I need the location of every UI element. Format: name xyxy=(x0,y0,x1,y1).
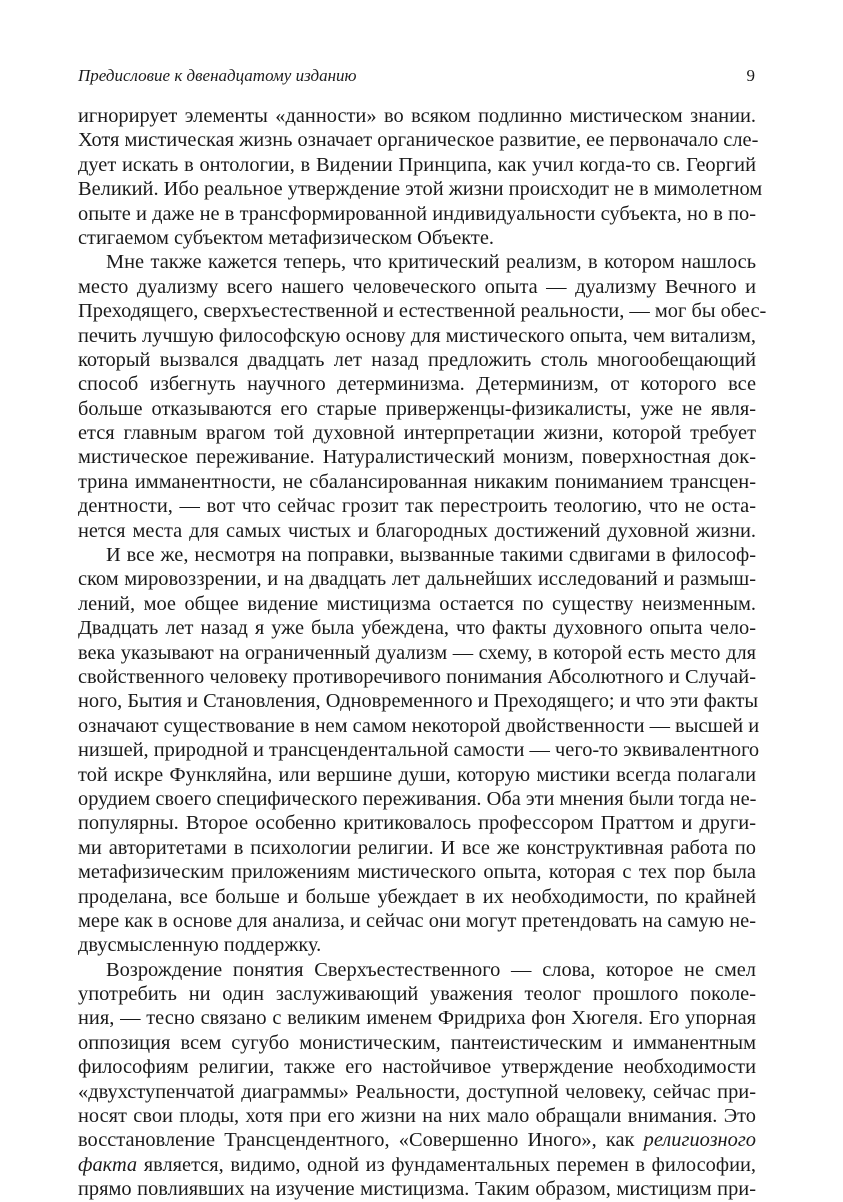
text-line: свойственного человеку противоречивого понимания Абсолютного и Случай- xyxy=(78,665,756,688)
text-line: больше отказываются его старые приверженцы-физикалисты, уже не явля- xyxy=(78,397,756,420)
text-line: ется главным врагом той духовной интерпретации жизни, которой требует xyxy=(78,422,756,445)
text-line: который вызвался двадцать лет назад предложить столь многообещающий xyxy=(78,348,756,371)
text-line: дует искать в онтологии, в Видении Принципа, как учил когда-то св. Георгий xyxy=(78,153,756,176)
text-line: дентности, — вот что сейчас грозит так перестроить теологию, что не оста- xyxy=(78,495,756,518)
text-line: орудием своего специфического переживания. Оба эти мнения были тогда не- xyxy=(78,787,757,810)
paragraph-3 xyxy=(78,543,760,958)
text-line: проделана, все больше и больше убеждает в их необходимости, по крайней xyxy=(78,885,756,908)
text-line: ния, — тесно связано с великим именем Фридриха фон Хюгеля. Его упорная xyxy=(78,1007,756,1030)
text-line: означают существование в нем самом некоторой двойственности — высшей и xyxy=(78,714,760,737)
text-line: той искре Функляйна, или вершине души, которую мистики всегда полагали xyxy=(78,763,756,786)
text-line xyxy=(78,1153,756,1177)
text-run: является, видимо, одной из фундаментальных перемен в философии, xyxy=(137,1153,756,1176)
page-number: 9 xyxy=(746,66,755,85)
section-title: Предисловие к двенадцатому изданию xyxy=(78,66,357,85)
text-line: место дуализму всего нашего человеческого опыта — дуализму Вечного и xyxy=(78,275,756,298)
text-line: прямо повлиявших на изучение мистицизма. Таким образом, мистицизм при- xyxy=(78,1178,756,1201)
text-line: способ избегнуть научного детерминизма. Детерминизм, от которого все xyxy=(78,373,756,396)
body-text xyxy=(78,104,767,1202)
text-line: игнорирует элементы «данности» во всяком подлинно мистическом знании. xyxy=(78,105,756,127)
text-line: оппозиция всем сугубо монистическим, пантеистическим и имманентным xyxy=(78,1031,756,1054)
text-line: Преходящего, сверхъестественной и естественной реальности, — мог бы обес- xyxy=(78,300,767,323)
italic-term: факта xyxy=(78,1153,138,1176)
text-line: Возрождение понятия Сверхъестественного — слова, которое не смел xyxy=(106,958,756,981)
text-line: двусмысленную поддержку. xyxy=(78,934,322,957)
text-line: ми авторитетами в психологии религии. И все же конструктивная работа по xyxy=(78,836,756,859)
text-line xyxy=(78,1128,756,1152)
text-line: метафизическим приложениям мистического опыта, которая с тех пор была xyxy=(78,861,756,884)
text-line: нется места для самых чистых и благородных достижений духовной жизни. xyxy=(78,519,756,542)
text-line: трина имманентности, не сбалансированная никаким пониманием трансцен- xyxy=(78,470,756,493)
paragraph-2 xyxy=(78,250,767,543)
text-line: «двухступенчатой диаграммы» Реальности, доступной человеку, сейчас при- xyxy=(78,1080,756,1103)
text-line: мистическое переживание. Натуралистический монизм, поверхностная док- xyxy=(78,446,756,469)
text-line: ного, Бытия и Становления, Одновременного и Преходящего; и что эти факты xyxy=(78,690,759,713)
text-line: популярны. Второе особенно критиковалось профессором Праттом и други- xyxy=(78,812,756,835)
text-line: стигаемом субъектом метафизическом Объекте. xyxy=(78,226,494,249)
text-line: ском мировоззрении, и на двадцать лет дальнейших исследований и размыш- xyxy=(78,568,756,591)
paragraph-1 xyxy=(78,104,763,250)
text-line: печить лучшую философскую основу для мистического опыта, чем витализм, xyxy=(78,324,756,347)
text-line: носят свои плоды, хотя при его жизни на них мало обращали внимания. Это xyxy=(78,1105,756,1128)
text-line: Великий. Ибо реальное утверждение этой жизни происходит не в мимолетном xyxy=(78,178,763,201)
text-line: И все же, несмотря на поправки, вызванные такими сдвигами в философ- xyxy=(106,544,756,567)
text-line: Хотя мистическая жизнь означает органическое развитие, ее первоначало сле- xyxy=(78,129,759,152)
text-line: низшей, природной и трансцендентальной самости — чего-то эквивалентного xyxy=(78,739,760,762)
text-line: Мне также кажется теперь, что критический реализм, в котором нашлось xyxy=(106,251,756,274)
text-line: употребить ни один заслуживающий уважения теолог прошлого поколе- xyxy=(78,983,756,1006)
text-line: Двадцать лет назад я уже была убеждена, что факты духовного опыта чело- xyxy=(78,617,756,640)
text-line: лений, мое общее видение мистицизма остается по существу неизменным. xyxy=(78,592,756,615)
text-line: мере как в основе для анализа, и сейчас они могут претендовать на самую не- xyxy=(78,909,756,932)
running-head xyxy=(78,66,755,90)
text-line: века указывают на ограниченный дуализм — схему, в которой есть место для xyxy=(78,641,756,664)
text-line: опыте и даже не в трансформированной индивидуальности субъекта, но в по- xyxy=(78,202,756,225)
paragraph-4 xyxy=(78,958,756,1202)
text-run: восстановление Трансцендентного, «Совершенно Иного», как xyxy=(78,1129,644,1152)
text-line: философиям религии, также его настойчивое утверждение необходимости xyxy=(78,1056,756,1079)
italic-term: религиозного xyxy=(643,1129,756,1152)
